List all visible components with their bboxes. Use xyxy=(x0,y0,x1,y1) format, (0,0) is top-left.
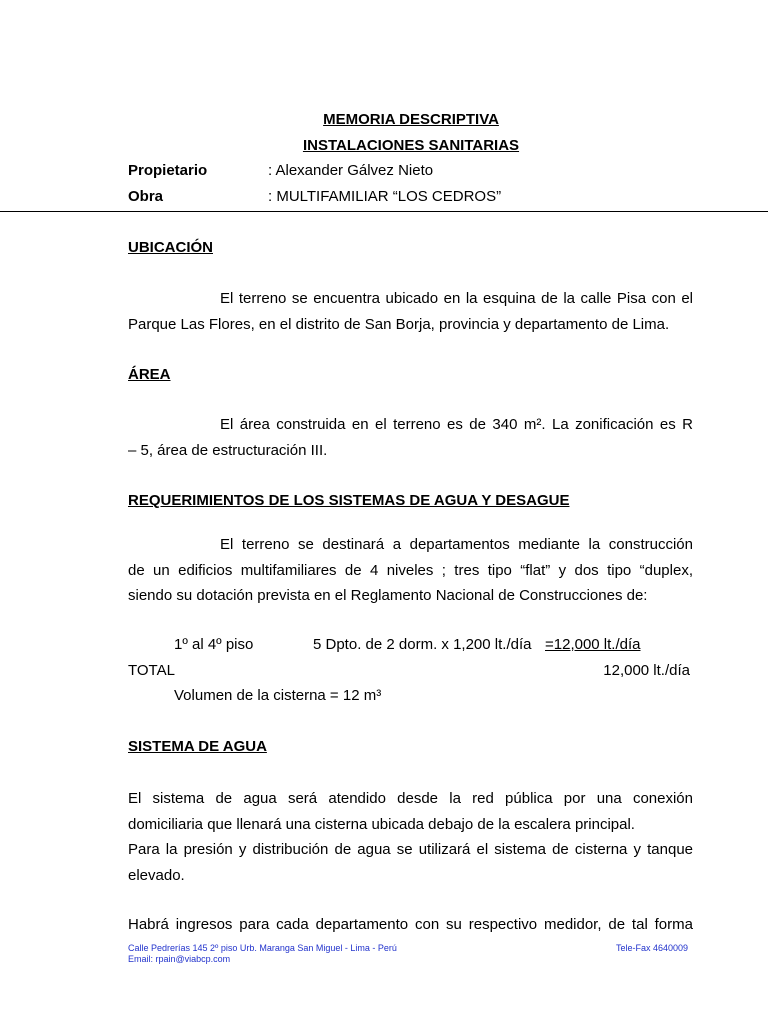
paragraph-line: Para la presión y distribución de agua se utilizará el sistema de cisterna y tanque xyxy=(128,841,693,858)
paragraph-line: El sistema de agua será atendido desde la red pública por una conexión xyxy=(128,790,693,807)
work-value: : MULTIFAMILIAR “LOS CEDROS” xyxy=(268,188,502,205)
cistern-volume: Volumen de la cisterna = 12 m³ xyxy=(174,687,382,704)
paragraph-agua-continued xyxy=(128,912,693,938)
owner-label: Propietario xyxy=(128,162,208,179)
total-value: 12,000 lt./día xyxy=(603,662,690,679)
owner-value: : Alexander Gálvez Nieto xyxy=(268,162,434,179)
footer-email: Email: rpain@viabcp.com xyxy=(128,954,231,964)
header-divider xyxy=(0,211,768,212)
total-label: TOTAL xyxy=(128,662,175,679)
dotation-value: =12,000 lt./día xyxy=(545,636,641,653)
paragraph-requerimientos xyxy=(128,532,693,609)
paragraph-area xyxy=(128,412,693,463)
paragraph-line: El área construida en el terreno es de 340 m². La zonificación es R xyxy=(220,416,693,433)
paragraph-line: Habrá ingresos para cada departamento con su respectivo medidor, de tal forma xyxy=(128,916,693,933)
paragraph-ubicacion xyxy=(128,286,693,337)
footer-phone: Tele-Fax 4640009 xyxy=(615,943,688,953)
paragraph-line: El terreno se encuentra ubicado en la esquina de la calle Pisa con el xyxy=(220,290,693,307)
paragraph-agua xyxy=(128,786,693,888)
paragraph-line: El terreno se destinará a departamentos mediante la construcción xyxy=(220,536,693,553)
document-subtitle: INSTALACIONES SANITARIAS xyxy=(302,137,520,154)
paragraph-line: domiciliaria que llenará una cisterna ubicada debajo de la escalera principal. xyxy=(128,815,635,833)
dotation-floor: 1º al 4º piso xyxy=(174,636,254,653)
section-heading-ubicacion: UBICACIÓN xyxy=(128,239,213,256)
document-title: MEMORIA DESCRIPTIVA xyxy=(323,111,499,128)
dotation-description: 5 Dpto. de 2 dorm. x 1,200 lt./día xyxy=(313,636,532,653)
paragraph-line: Parque Las Flores, en el distrito de San Borja, provincia y departamento de Lima. xyxy=(128,315,670,333)
footer-address: Calle Pedrerías 145 2º piso Urb. Maranga San Miguel - Lima - Perú xyxy=(128,943,397,953)
paragraph-line: – 5, área de estructuración III. xyxy=(128,441,328,459)
section-heading-agua: SISTEMA DE AGUA xyxy=(128,738,267,755)
paragraph-line: siendo su dotación prevista en el Reglamento Nacional de Construcciones de: xyxy=(128,587,648,604)
section-heading-requerimientos: REQUERIMIENTOS DE LOS SISTEMAS DE AGUA Y DESAGUE xyxy=(128,492,570,509)
paragraph-line: de un edificios multifamiliares de 4 niveles ; tres tipo “flat” y dos tipo “duplex, xyxy=(128,561,693,579)
section-heading-area: ÁREA xyxy=(128,366,171,383)
work-label: Obra xyxy=(128,188,164,205)
paragraph-line: elevado. xyxy=(128,866,185,884)
